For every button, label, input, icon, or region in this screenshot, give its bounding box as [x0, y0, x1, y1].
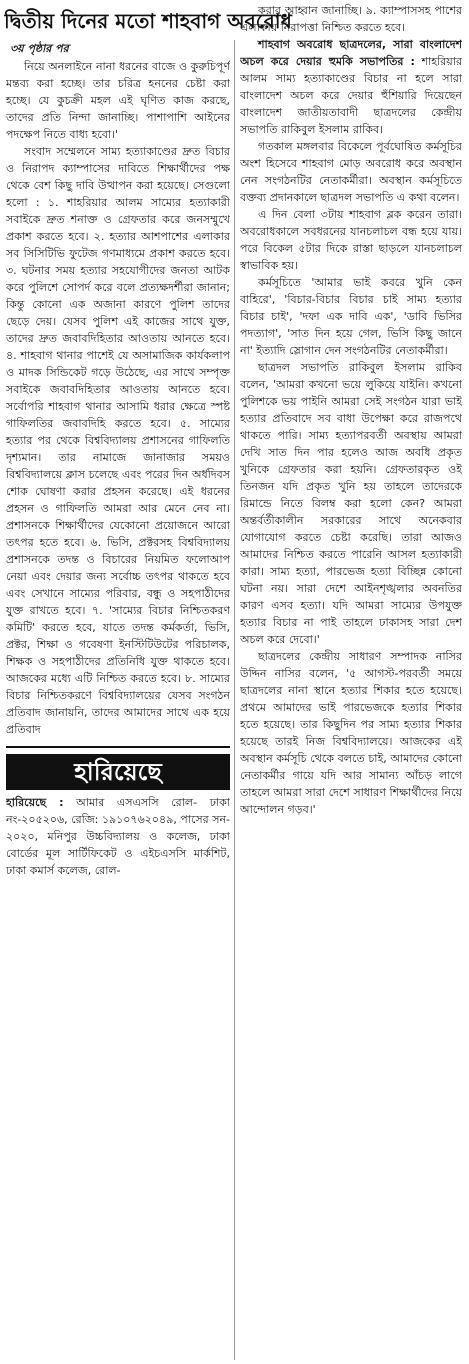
lost-notice-text	[6, 794, 230, 879]
lost-notice-body: আমার এসএসসি রোল- ঢাকা নং-২০৫২০৬, রেজি: ১৯১০৭৬২০৪৯, পাসের সন- ২০২০, মনিপুর উচ্চবিদ্যালয় ও কলেজ, ঢাকা বোর্ডের মূল সার্টিফিকেট ও এইচএসসি মার্কশিট, ঢাকা কমার্স কলেজ, রোল-	[6, 796, 230, 877]
headline: দ্বিতীয় দিনের মতো শাহবাগ অবরোধ	[4, 9, 292, 33]
right-lead-text: শাহরিয়ার আলম সাম্য হত্যাকাণ্ডের বিচার না হলে সারা বাংলাদেশ অচল করে দেয়ার হুঁশিয়ারি দিয়েছেন বাংলাদেশ জাতীয়তাবাদী ছাত্রদলের কেন্দ্রীয় সভাপতি রাকিবুল ইসলাম রাকিব।	[240, 55, 462, 136]
lost-notice	[6, 746, 230, 879]
column-divider	[234, 40, 235, 1360]
right-paragraph-5: ছাত্রদলের কেন্দ্রীয় সাধারণ সম্পাদক নাসির উদ্দিন নাসির বলেন, '৫ আগস্ট-পরবর্তী সময়ে ছাত্রদলের নানা স্থানে হত্যার শিকার হতে হয়েছে। প্রথমে আমাদের ভাই পারভেজকে হত্যার শিকার হতে হয়েছে। তার কিছুদিন পর সাম্য হত্যার শিকার হয়েছে তারই নিজ বিশ্ববিদ্যালয়ে। আজকের এই অবস্থান কর্মসূচি থেকে বলতে চাই, আমাদের কোনো নেতাকর্মীর গায়ে যদি আর সামান্য আঁচড় লাগে তাহলে আমরা সারা দেশে সাধারণ শিক্ষার্থীদের নিয়ে আন্দোলন গড়ব।'	[240, 650, 462, 816]
right-paragraph-2: এ দিন বেলা ৩টায় শাহবাগ ব্লক করেন তারা। অবরোধকালে সবধরনের যানচলাচল বন্ধ হয়ে যায়। পরে বিকেল ৫টার দিকে রাস্তা ছাড়লে যানচলাচল স্বাভাবিক হয়।	[240, 208, 462, 272]
right-intro: করার আহ্বান জানাচ্ছি। ৯. ক্যাম্পাসসহ পাশের এলাকায় নিরাপত্তা নিশ্চিত করতে হবে।	[240, 4, 462, 34]
left-column	[6, 40, 230, 1360]
jump-label: ৩য় পৃষ্ঠার পর	[10, 42, 69, 55]
subheading: শাহবাগ অবরোধ ছাত্রদলের, সারা বাংলাদেশ অচল করে দেয়ার হুমকি সভাপতির :	[240, 38, 462, 68]
right-lead-paragraph	[240, 36, 462, 138]
right-paragraph-1: গতকাল মঙ্গলবার বিকেলে পূর্বঘোষিত কর্মসূচির অংশ হিসেবে শাহবাগ মোড় অবরোধ করে অবস্থান নেন সংগঠনটির নেতাকর্মীরা। অবস্থান কর্মসূচিতে বক্তব্য প্রদানকালে ছাত্রদল সভাপতি এ কথা বলেন।	[240, 140, 462, 204]
right-paragraph-3: কর্মসূচিতে 'আমার ভাই কবরে খুনি কেন বাহিরে', 'বিচার-বিচার বিচার চাই সাম্য হত্যার বিচার চাই', 'দফা এক দাবি এক', 'ডাবি ভিসির পদত্যাগ', 'সাত দিন হয়ে গেল, ভিসি কিছু জানে না' ইত্যাদি স্লোগান দেন সংগঠনটির নেতাকর্মীরা।	[240, 276, 462, 357]
left-paragraph-1: নিয়ে অনলাইনে নানা ধরনের বাজে ও কুরুচিপূর্ণ মন্তব্য করা হচ্ছে। তার চরিত্র হননের চেষ্টা করা হচ্ছে। যে কুচক্রী মহল এই ঘৃণিত কাজ করছে, তাদের প্রতি নিন্দা জানাচ্ছি। পাশাপাশি আইনের পদক্ষেপ নিতে বাধ্য হবো।'	[6, 60, 230, 141]
right-paragraph-4: ছাত্রদল সভাপতি রাকিবুল ইসলাম রাকিব বলেন, 'আমরা কখনো ভয়ে লুকিয়ে যাইনি। কখনো পুলিশকে ভয় পাইনি আমরা সেই সংগঠন যারা ভাই হত্যার প্রতিবাদে সব বাধা উপেক্ষা করে রাজপথে থাকতে পারি। সাম্য হত্যাপরবর্তী অবস্থায় আমরা দেখি সাত দিন পার হলেও আজ অবধি প্রকৃত খুনিকে গ্রেফতার করা হয়নি। গ্রেফতারকৃত ওই তিনজন যদি প্রকৃত খুনি হয় তাহলে তাদেরকে রিমান্ডে নিতে বিলম্ব করা হলো কেন? আমরা অন্তর্বর্তীকালীন সরকারের সাথে অনেকবার যোগাযোগ করতে চেষ্টা করেছি। তারা আজও আমাদের নিশ্চিত করতে পারেনি আসল হত্যাকারী কারা। সাম্য হত্যা, পারভেজ হত্যা বিচ্ছিন্ন কোনো ঘটনা নয়। সারা দেশে আইনশৃঙ্খলার অবনতির কারণ এসব হত্যা। যদি আমরা সাম্যের উপযুক্ত হত্যার বিচার না পাই তাহলে ঢাকাসহ সারা দেশ অচল করে দেবো।'	[240, 361, 462, 646]
lost-banner: হারিয়েছে	[6, 754, 230, 790]
lost-notice-label: হারিয়েছে :	[6, 796, 64, 809]
left-paragraph-2: সংবাদ সম্মেলনে সাম্য হত্যাকাণ্ডের দ্রুত বিচার ও নিরাপদ ক্যাম্পাসের দাবিতে শিক্ষার্থীদের পক্ষ থেকে বেশ কিছু দাবি উত্থাপন করা হয়েছে। সেগুলো হলো : ১. শাহরিয়ার আলম সাম্যের হত্যাকারী সবাইকে দ্রুত শনাক্ত ও গ্রেফতার করে জনসম্মুখে প্রকাশ করতে হবে। ২. হত্যার আশপাশের এলাকার সব সিসিটিভি ফুটেজ গণমাধ্যমে প্রকাশ করতে হবে। ৩. ঘটনার সময় হত্যার সহযোগীদের জনতা আটক করে পুলিশে সোপর্দ করে বলে প্রত্যক্ষদর্শীরা জানান; কিন্তু কোনো এক অজানা কারণে পুলিশ তাদের ছেড়ে দেয়। যেসব পুলিশ এই কাজের সাথে যুক্ত, তাদের দ্রুত জবাবদিহিতার আওতায় আনতে হবে। ৪. শাহবাগ থানার পাশেই যে অসামাজিক কার্যকলাপ ও মাদক সিন্ডিকেট গড়ে উঠেছে, এর সাথে সম্পৃক্ত সবাইকে জবাবদিহিতার আওতায় আনতে হবে। সর্বোপরি শাহবাগ থানার আসামি ধরার ক্ষেত্রে স্পষ্ট গাফিলতির জবাবদিহি করতে হবে। ৫. সাম্যের হত্যার পর থেকে বিশ্ববিদ্যালয় প্রশাসনের গাফিলতি দৃশ্যমান। তার নামাজে জানাজার সময়ও বিশ্ববিদ্যালয়ে ক্লাস চলেছে এবং পরের দিন অর্ধদিবস শোক ঘোষণা করার প্রহসন করেছে। এই ধরনের প্রহসন ও গাফিলতি আমরা আর মেনে নেব না। প্রশাসনকে শিক্ষার্থীদের যেকোনো প্রয়োজনে আরো তৎপর হতে হবে। ৬. ভিসি, প্রক্টরসহ বিশ্ববিদ্যালয় প্রশাসনকে তদন্ত ও বিচারের নিয়মিত ফলোআপ নেয়া এবং দেয়ার জন্য সর্বোচ্চ তৎপর থাকতে হবে এবং সেখানে সাম্যের পরিবার, বন্ধু ও সহপাঠীদের যুক্ত রাখতে হবে। ৭. 'সাম্যের বিচার নিশ্চিতকরণ কমিটি' করতে হবে, যাতে তদন্ত কর্মকর্তা, ভিসি, প্রক্টর, শিক্ষা ও গবেষণা ইনস্টিটিউটের পরিচালক, শিক্ষক ও সহপাঠীদের প্রতিনিধি যুক্ত থাকতে হবে। আজকের মধ্যে এটি নিশ্চিত করতে হবে। ৮. সাম্যের বিচার নিশ্চিতকরণে বিশ্ববিদ্যালয়ের যেসব সংগঠন প্রতিবাদ জানায়নি, তাদের আমাদের সাথে এক হয়ে প্রতিবাদ	[6, 145, 230, 736]
right-column	[240, 2, 462, 1360]
